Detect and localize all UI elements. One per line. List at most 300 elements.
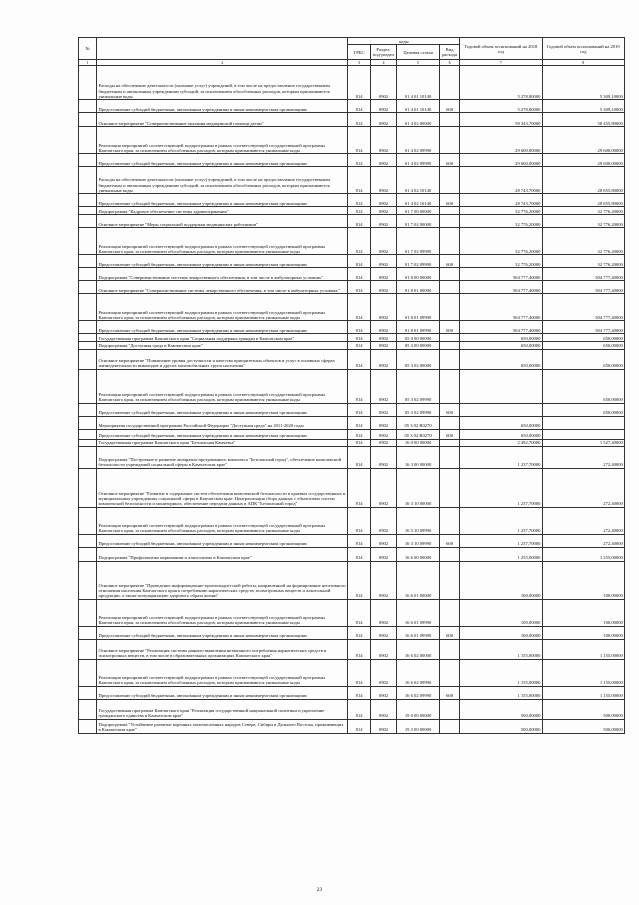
row-amount-2018-cell: 32 776,20000 <box>460 228 542 255</box>
row-grbs-cell: 814 <box>348 268 370 281</box>
row-num-cell <box>79 349 97 369</box>
row-amount-2018-cell <box>460 403 542 416</box>
row-expense-type-cell <box>439 660 459 687</box>
index-cell: 6 <box>439 60 459 66</box>
row-amount-2018-cell: 1 155,00000 <box>460 640 542 660</box>
header-vid: Вид расхода <box>439 45 459 60</box>
row-num-cell <box>79 167 97 194</box>
row-target-article-cell: 05 3 02 09990 <box>397 369 440 403</box>
row-expense-type-cell <box>439 349 459 369</box>
row-amount-2019-cell: 100,00000 <box>542 562 624 600</box>
row-amount-2018-cell: 29 600,00000 <box>460 127 542 154</box>
row-name-cell: Предоставление субсидий бюджетным, автономным учреждениям и иным некоммерческим организациям <box>97 687 348 700</box>
table-row <box>79 447 625 469</box>
table-row <box>79 429 625 439</box>
table-row <box>79 342 625 349</box>
row-grbs-cell: 814 <box>348 403 370 416</box>
header-codes: коды <box>348 38 460 45</box>
row-amount-2019-cell: 504 777,40000 <box>542 268 624 281</box>
row-grbs-cell: 814 <box>348 535 370 548</box>
row-name-cell: Основное мероприятие "Совершенствование оказания медицинской помощи детям" <box>97 113 348 127</box>
row-name-cell: Предоставление субсидий бюджетным, автономным учреждениям и иным некоммерческим организациям <box>97 429 348 439</box>
row-razdel-cell: 0902 <box>370 640 396 660</box>
row-grbs-cell: 814 <box>348 700 370 720</box>
row-amount-2019-cell: 28 855,80000 <box>542 194 624 207</box>
row-grbs-cell: 814 <box>348 154 370 167</box>
row-name-cell: Основное мероприятие "Меры социальной поддержки медицинских работников" <box>97 215 348 228</box>
row-grbs-cell: 814 <box>348 207 370 215</box>
row-name-cell: Основное мероприятие "Проведение информационно-пропагандистской работы, направленной на формирование негативного отношения населения Камчатского края к потреблению наркотических средств, психотропных веществ и алкогольной продукции, а также популяризацию здорового образа жизни" <box>97 562 348 600</box>
row-amount-2019-cell: 650,00000 <box>542 342 624 349</box>
row-razdel-cell: 0902 <box>370 207 396 215</box>
row-razdel-cell: 0902 <box>370 281 396 294</box>
row-amount-2018-cell: 504 777,40000 <box>460 294 542 321</box>
row-razdel-cell: 0902 <box>370 562 396 600</box>
table-row <box>79 535 625 548</box>
row-razdel-cell: 0902 <box>370 548 396 562</box>
row-amount-2019-cell: 650,00000 <box>542 334 624 342</box>
row-razdel-cell: 0902 <box>370 700 396 720</box>
row-amount-2019-cell: 650,00000 <box>542 349 624 369</box>
row-target-article-cell: 16 6 02 00000 <box>397 640 440 660</box>
row-target-article-cell: 05 3 02 R0270 <box>397 429 440 439</box>
row-grbs-cell: 814 <box>348 660 370 687</box>
table-row <box>79 439 625 446</box>
row-num-cell <box>79 66 97 100</box>
row-num-cell <box>79 439 97 446</box>
row-name-cell: Подпрограмма "Доступная среда в Камчатском крае" <box>97 342 348 349</box>
row-num-cell <box>79 720 97 734</box>
row-expense-type-cell <box>439 342 459 349</box>
row-name-cell: Подпрограмма "Построение и развитие аппаратно-программного комплекса "Безопасный город", обеспечение комплексной безопасности учреждений социальной сферы в Камчатском крае" <box>97 447 348 469</box>
table-header <box>79 38 625 66</box>
table-row <box>79 334 625 342</box>
row-expense-type-cell <box>439 416 459 429</box>
row-grbs-cell: 814 <box>348 562 370 600</box>
header-2018: Годовой объем ассигнований на 2018 год <box>460 38 542 60</box>
row-grbs-cell: 814 <box>348 100 370 113</box>
row-target-article-cell: 01 7 02 09990 <box>397 255 440 268</box>
row-amount-2019-cell: 29 600,00000 <box>542 127 624 154</box>
row-amount-2019-cell: 1 255,00000 <box>542 548 624 562</box>
row-amount-2018-cell: 1 155,00000 <box>460 660 542 687</box>
row-grbs-cell: 814 <box>348 167 370 194</box>
row-grbs-cell: 814 <box>348 720 370 734</box>
row-num-cell <box>79 268 97 281</box>
header-name <box>97 38 348 60</box>
row-grbs-cell: 814 <box>348 429 370 439</box>
row-amount-2019-cell <box>542 416 624 429</box>
row-razdel-cell: 0902 <box>370 439 396 446</box>
row-expense-type-cell: 600 <box>439 154 459 167</box>
row-amount-2019-cell: 504 777,40000 <box>542 294 624 321</box>
row-name-cell: Основное мероприятие "Реализация системы раннего выявления незаконного потребления наркотических средств и психотропных веществ, в том числе в образовательных организациях Камчатского края" <box>97 640 348 660</box>
row-target-article-cell: 16 3 00 00000 <box>397 447 440 469</box>
row-num-cell <box>79 100 97 113</box>
row-name-cell: Предоставление субсидий бюджетным, автономным учреждениям и иным некоммерческим организациям <box>97 321 348 334</box>
row-num-cell <box>79 508 97 535</box>
row-razdel-cell: 0902 <box>370 294 396 321</box>
row-expense-type-cell <box>439 66 459 100</box>
row-amount-2018-cell: 650,00000 <box>460 416 542 429</box>
row-expense-type-cell <box>439 268 459 281</box>
row-amount-2019-cell: 504 777,40000 <box>542 321 624 334</box>
row-num-cell <box>79 627 97 640</box>
row-target-article-cell: 16 6 02 09990 <box>397 687 440 700</box>
row-expense-type-cell <box>439 562 459 600</box>
row-num-cell <box>79 600 97 627</box>
header-cs: Целевая статья <box>397 45 440 60</box>
row-target-article-cell: 01 8 01 00000 <box>397 281 440 294</box>
row-amount-2019-cell: 32 776,20000 <box>542 228 624 255</box>
row-amount-2018-cell: 1 237,70000 <box>460 469 542 508</box>
row-name-cell: Подпрограмма "Совершенствование системы лекарственного обеспечения, в том числе в амбулаторных условиях" <box>97 268 348 281</box>
table-row <box>79 228 625 255</box>
row-target-article-cell: 19 3 00 00000 <box>397 720 440 734</box>
row-razdel-cell: 0902 <box>370 228 396 255</box>
row-num-cell <box>79 281 97 294</box>
row-amount-2018-cell <box>460 369 542 403</box>
row-name-cell: Мероприятия государственной программы Российской Федерации "Доступная среда" на 2011-2020 годы <box>97 416 348 429</box>
row-amount-2018-cell: 32 776,20000 <box>460 255 542 268</box>
row-amount-2018-cell: 1 155,00000 <box>460 687 542 700</box>
row-target-article-cell: 01 4 02 09990 <box>397 154 440 167</box>
index-cell: 7 <box>460 60 542 66</box>
row-grbs-cell: 814 <box>348 469 370 508</box>
row-num-cell <box>79 194 97 207</box>
row-expense-type-cell <box>439 369 459 403</box>
row-razdel-cell: 0902 <box>370 627 396 640</box>
row-name-cell: Реализация мероприятий соответствующей подпрограммы в рамках соответствующей государственной программы Камчатского края, за исключением обособленных расходов, которым присваиваются уникальные коды <box>97 600 348 627</box>
row-amount-2018-cell: 504 777,40000 <box>460 281 542 294</box>
table-row <box>79 600 625 627</box>
row-num-cell <box>79 342 97 349</box>
row-amount-2019-cell: 272,40000 <box>542 447 624 469</box>
margin-stamp <box>28 380 36 450</box>
row-razdel-cell: 0902 <box>370 447 396 469</box>
row-expense-type-cell <box>439 508 459 535</box>
row-amount-2018-cell: 32 776,20000 <box>460 207 542 215</box>
row-num-cell <box>79 228 97 255</box>
row-target-article-cell: 16 6 01 00000 <box>397 562 440 600</box>
row-amount-2019-cell: 272,40000 <box>542 469 624 508</box>
row-razdel-cell: 0902 <box>370 416 396 429</box>
row-amount-2019-cell: 500,00000 <box>542 700 624 720</box>
row-amount-2019-cell: 650,00000 <box>542 369 624 403</box>
row-grbs-cell: 814 <box>348 194 370 207</box>
row-amount-2019-cell: 1 155,00000 <box>542 640 624 660</box>
row-amount-2018-cell: 1 237,70000 <box>460 508 542 535</box>
row-target-article-cell: 16 3 10 00000 <box>397 469 440 508</box>
row-num-cell <box>79 548 97 562</box>
header-grbs: ГРБС <box>348 45 370 60</box>
table-row <box>79 349 625 369</box>
row-num-cell <box>79 429 97 439</box>
row-razdel-cell: 0902 <box>370 334 396 342</box>
row-num-cell <box>79 700 97 720</box>
row-num-cell <box>79 321 97 334</box>
row-target-article-cell: 05 0 00 00000 <box>397 334 440 342</box>
row-expense-type-cell: 600 <box>439 100 459 113</box>
row-amount-2019-cell: 32 776,20000 <box>542 215 624 228</box>
row-target-article-cell: 19 0 00 00000 <box>397 700 440 720</box>
row-razdel-cell: 0902 <box>370 100 396 113</box>
row-grbs-cell: 814 <box>348 321 370 334</box>
row-amount-2019-cell: 1 527,40000 <box>542 439 624 446</box>
row-target-article-cell: 16 6 01 09990 <box>397 627 440 640</box>
row-amount-2018-cell: 504 777,40000 <box>460 321 542 334</box>
row-grbs-cell: 814 <box>348 113 370 127</box>
row-amount-2019-cell: 29 600,00000 <box>542 154 624 167</box>
row-amount-2018-cell: 5 278,80000 <box>460 66 542 100</box>
row-name-cell: Основное мероприятие "Развитие и содержание систем обеспечения комплексной безопасности в краевых государственных и муниципальных учреждениях социальной сферы в Камчатском крае. Централизация сбора данных с объектовых систем комплексной безопасности и мониторинга, обеспечение передачи данных в АПК "Безопасный город" <box>97 469 348 508</box>
row-target-article-cell: 01 8 01 09990 <box>397 321 440 334</box>
row-amount-2019-cell: 272,40000 <box>542 535 624 548</box>
row-grbs-cell: 814 <box>348 416 370 429</box>
row-expense-type-cell <box>439 447 459 469</box>
row-num-cell <box>79 369 97 403</box>
row-grbs-cell: 814 <box>348 127 370 154</box>
table-row <box>79 700 625 720</box>
row-name-cell: Государственная программа Камчатского края "Реализация государственной национальной политики и укрепление гражданского единства в Камчатском крае" <box>97 700 348 720</box>
table-row <box>79 687 625 700</box>
table-row <box>79 660 625 687</box>
row-target-article-cell: 01 4 01 10140 <box>397 100 440 113</box>
row-grbs-cell: 814 <box>348 548 370 562</box>
row-amount-2018-cell: 650,00000 <box>460 342 542 349</box>
row-razdel-cell: 0902 <box>370 268 396 281</box>
row-amount-2018-cell: 1 237,70000 <box>460 447 542 469</box>
row-target-article-cell: 01 4 01 10140 <box>397 66 440 100</box>
row-grbs-cell: 814 <box>348 447 370 469</box>
row-amount-2018-cell: 650,00000 <box>460 429 542 439</box>
row-name-cell: Государственная программа Камчатского края "Социальная поддержка граждан в Камчатском крае" <box>97 334 348 342</box>
row-razdel-cell: 0902 <box>370 369 396 403</box>
table-row <box>79 321 625 334</box>
row-razdel-cell: 0902 <box>370 66 396 100</box>
row-num-cell <box>79 562 97 600</box>
row-target-article-cell: 16 0 00 00000 <box>397 439 440 446</box>
row-target-article-cell: 05 3 02 00000 <box>397 349 440 369</box>
row-expense-type-cell <box>439 215 459 228</box>
row-razdel-cell: 0902 <box>370 720 396 734</box>
row-expense-type-cell <box>439 439 459 446</box>
table-row <box>79 113 625 127</box>
row-expense-type-cell <box>439 640 459 660</box>
row-expense-type-cell <box>439 700 459 720</box>
row-target-article-cell: 01 8 00 00000 <box>397 268 440 281</box>
row-expense-type-cell <box>439 720 459 734</box>
row-razdel-cell: 0902 <box>370 154 396 167</box>
row-amount-2019-cell: 5 309,10000 <box>542 66 624 100</box>
row-amount-2018-cell: 1 255,00000 <box>460 548 542 562</box>
row-amount-2018-cell: 500,00000 <box>460 720 542 734</box>
row-razdel-cell: 0902 <box>370 660 396 687</box>
row-razdel-cell: 0902 <box>370 215 396 228</box>
header-razdel: Раздел, под-раздел <box>370 45 396 60</box>
table-row <box>79 369 625 403</box>
row-expense-type-cell <box>439 334 459 342</box>
row-expense-type-cell <box>439 113 459 127</box>
table-row <box>79 281 625 294</box>
row-num-cell <box>79 403 97 416</box>
row-amount-2018-cell: 5 278,80000 <box>460 100 542 113</box>
row-expense-type-cell <box>439 127 459 154</box>
row-expense-type-cell: 600 <box>439 403 459 416</box>
table-row <box>79 508 625 535</box>
row-name-cell: Основное мероприятие "Совершенствование системы лекарственного обеспечения, в том числе в амбулаторных условиях" <box>97 281 348 294</box>
row-target-article-cell: 16 3 10 09990 <box>397 508 440 535</box>
row-razdel-cell: 0902 <box>370 167 396 194</box>
row-expense-type-cell: 600 <box>439 627 459 640</box>
row-expense-type-cell: 600 <box>439 255 459 268</box>
row-amount-2018-cell: 58 343,70000 <box>460 113 542 127</box>
row-amount-2019-cell: 100,00000 <box>542 600 624 627</box>
table-row <box>79 294 625 321</box>
row-name-cell: Основное мероприятие "Повышение уровня доступности и качества приоритетных объектов и услуг в основных сферах жизнедеятельности инвалидов и других маломобильных групп населения" <box>97 349 348 369</box>
row-razdel-cell: 0902 <box>370 600 396 627</box>
row-amount-2019-cell: 100,00000 <box>542 627 624 640</box>
table-row <box>79 167 625 194</box>
row-target-article-cell: 01 4 02 10140 <box>397 167 440 194</box>
row-expense-type-cell <box>439 281 459 294</box>
row-grbs-cell: 814 <box>348 627 370 640</box>
header-num: № <box>79 38 97 60</box>
table-row <box>79 562 625 600</box>
row-name-cell: Реализация мероприятий соответствующей подпрограммы в рамках соответствующей государственной программы Камчатского края, за исключением обособленных расходов, которым присваиваются уникальные коды <box>97 369 348 403</box>
row-target-article-cell: 01 4 02 10140 <box>397 194 440 207</box>
table-row <box>79 627 625 640</box>
row-num-cell <box>79 640 97 660</box>
row-expense-type-cell <box>439 548 459 562</box>
index-cell: 3 <box>348 60 370 66</box>
table-row <box>79 207 625 215</box>
row-grbs-cell: 814 <box>348 228 370 255</box>
row-target-article-cell: 01 4 02 00000 <box>397 113 440 127</box>
row-amount-2018-cell: 1 237,70000 <box>460 535 542 548</box>
row-razdel-cell: 0902 <box>370 349 396 369</box>
index-cell: 8 <box>542 60 624 66</box>
index-cell: 4 <box>370 60 396 66</box>
table-row <box>79 194 625 207</box>
row-num-cell <box>79 660 97 687</box>
row-num-cell <box>79 154 97 167</box>
row-name-cell: Предоставление субсидий бюджетным, автономным учреждениям и иным некоммерческим организациям <box>97 255 348 268</box>
row-expense-type-cell: 600 <box>439 321 459 334</box>
table-row <box>79 403 625 416</box>
row-num-cell <box>79 469 97 508</box>
row-grbs-cell: 814 <box>348 281 370 294</box>
row-name-cell: Предоставление субсидий бюджетным, автономным учреждениям и иным некоммерческим организациям <box>97 535 348 548</box>
row-num-cell <box>79 215 97 228</box>
row-grbs-cell: 814 <box>348 255 370 268</box>
row-num-cell <box>79 687 97 700</box>
row-expense-type-cell <box>439 294 459 321</box>
row-amount-2018-cell: 32 776,20000 <box>460 215 542 228</box>
row-name-cell: Реализация мероприятий соответствующей подпрограммы в рамках соответствующей государственной программы Камчатского края, за исключением обособленных расходов, которым присваиваются уникальные коды <box>97 294 348 321</box>
row-amount-2018-cell: 500,00000 <box>460 700 542 720</box>
row-target-article-cell: 05 3 00 00000 <box>397 342 440 349</box>
table-row <box>79 100 625 113</box>
row-amount-2018-cell: 650,00000 <box>460 349 542 369</box>
index-cell: 1 <box>79 60 97 66</box>
row-amount-2019-cell: 500,00000 <box>542 720 624 734</box>
row-num-cell <box>79 535 97 548</box>
row-target-article-cell: 01 4 02 09990 <box>397 127 440 154</box>
table-row <box>79 640 625 660</box>
row-amount-2019-cell: 32 776,20000 <box>542 207 624 215</box>
row-target-article-cell: 16 6 00 00000 <box>397 548 440 562</box>
row-razdel-cell: 0902 <box>370 113 396 127</box>
row-name-cell: Государственная программа Камчатского края "Безопасная Камчатка" <box>97 439 348 446</box>
row-razdel-cell: 0902 <box>370 342 396 349</box>
row-razdel-cell: 0902 <box>370 687 396 700</box>
row-name-cell: Реализация мероприятий соответствующей подпрограммы в рамках соответствующей государственной программы Камчатского края, за исключением обособленных расходов, которым присваиваются уникальные коды <box>97 228 348 255</box>
row-num-cell <box>79 334 97 342</box>
row-amount-2019-cell: 504 777,40000 <box>542 281 624 294</box>
row-expense-type-cell <box>439 167 459 194</box>
row-name-cell: Реализация мероприятий соответствующей подпрограммы в рамках соответствующей государственной программы Камчатского края, за исключением обособленных расходов, которым присваиваются уникальные коды <box>97 127 348 154</box>
row-num-cell <box>79 207 97 215</box>
index-cell: 5 <box>397 60 440 66</box>
table-row <box>79 255 625 268</box>
row-target-article-cell: 05 3 02 R0270 <box>397 416 440 429</box>
row-grbs-cell: 814 <box>348 369 370 403</box>
row-amount-2018-cell: 28 743,70000 <box>460 194 542 207</box>
row-target-article-cell: 01 7 00 00000 <box>397 207 440 215</box>
row-expense-type-cell <box>439 600 459 627</box>
row-amount-2019-cell: 1 155,00000 <box>542 687 624 700</box>
row-amount-2018-cell: 100,00000 <box>460 627 542 640</box>
row-grbs-cell: 814 <box>348 294 370 321</box>
row-name-cell: Подпрограмма "Устойчивое развитие коренных малочисленных народов Севера, Сибири и Дальнего Востока, проживающих в Камчатском крае" <box>97 720 348 734</box>
table-row <box>79 215 625 228</box>
row-razdel-cell: 0902 <box>370 194 396 207</box>
table-row <box>79 154 625 167</box>
row-amount-2018-cell: 29 600,00000 <box>460 154 542 167</box>
row-expense-type-cell: 600 <box>439 194 459 207</box>
row-name-cell: Подпрограмма "Профилактика наркомании и алкоголизма в Камчатском крае" <box>97 548 348 562</box>
row-amount-2018-cell: 28 743,70000 <box>460 167 542 194</box>
row-num-cell <box>79 113 97 127</box>
row-grbs-cell: 814 <box>348 640 370 660</box>
row-num-cell <box>79 294 97 321</box>
row-razdel-cell: 0902 <box>370 535 396 548</box>
table-row <box>79 127 625 154</box>
row-name-cell: Предоставление субсидий бюджетным, автономным учреждениям и иным некоммерческим организациям <box>97 403 348 416</box>
row-name-cell: Предоставление субсидий бюджетным, автономным учреждениям и иным некоммерческим организациям <box>97 100 348 113</box>
row-amount-2019-cell: 272,40000 <box>542 508 624 535</box>
table-row <box>79 416 625 429</box>
row-name-cell: Реализация мероприятий соответствующей подпрограммы в рамках соответствующей государственной программы Камчатского края, за исключением обособленных расходов, которым присваиваются уникальные коды <box>97 660 348 687</box>
row-name-cell: Расходы на обеспечение деятельности (оказание услуг) учреждений, в том числе на предоставление государственным бюджетным и автономным учреждениям субсидий, за исключением обособленных расходов, которым присваиваются уникальные коды <box>97 66 348 100</box>
budget-table <box>78 37 625 734</box>
row-num-cell <box>79 416 97 429</box>
row-razdel-cell: 0902 <box>370 321 396 334</box>
row-target-article-cell: 01 7 02 09990 <box>397 228 440 255</box>
row-name-cell: Предоставление субсидий бюджетным, автономным учреждениям и иным некоммерческим организациям <box>97 627 348 640</box>
row-grbs-cell: 814 <box>348 508 370 535</box>
row-amount-2018-cell: 100,00000 <box>460 600 542 627</box>
row-name-cell: Предоставление субсидий бюджетным, автономным учреждениям и иным некоммерческим организациям <box>97 154 348 167</box>
row-num-cell <box>79 255 97 268</box>
row-name-cell: Расходы на обеспечение деятельности (оказание услуг) учреждений, в том числе на предоставление государственным бюджетным и автономным учреждениям субсидий, за исключением обособленных расходов, которым присваиваются уникальные коды <box>97 167 348 194</box>
row-grbs-cell: 814 <box>348 342 370 349</box>
row-target-article-cell: 01 7 02 00000 <box>397 215 440 228</box>
row-target-article-cell: 01 8 01 09990 <box>397 294 440 321</box>
row-razdel-cell: 0902 <box>370 508 396 535</box>
row-grbs-cell: 814 <box>348 334 370 342</box>
